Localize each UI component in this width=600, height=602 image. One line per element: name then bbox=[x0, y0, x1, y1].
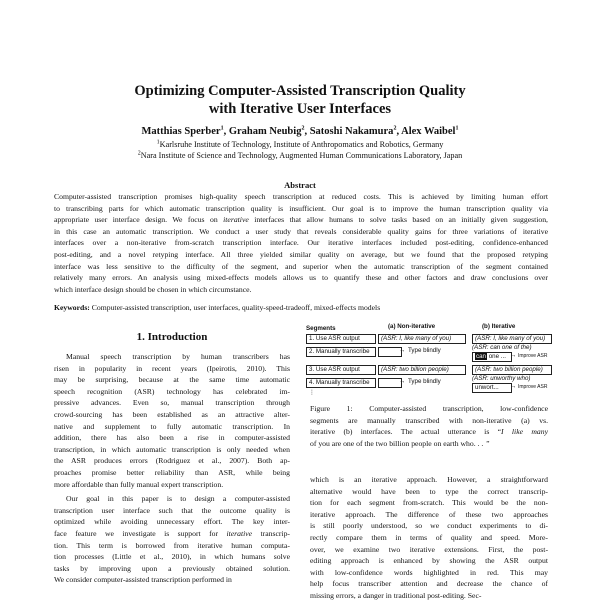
caption-line: iterative (b) interfaces. The actual utterance is “I like many bbox=[310, 427, 548, 437]
author: Alex Waibel bbox=[401, 126, 456, 137]
arrow-icon: → bbox=[399, 378, 406, 385]
figure-col-segments: Segments bbox=[306, 325, 336, 332]
intro-left-line: risen in popularity in recent years (Ipeirotis, 2010). This bbox=[54, 363, 290, 373]
noniterative-asr-3: (ASR: two billion people) bbox=[378, 365, 466, 375]
author-mark: 2 bbox=[393, 125, 397, 132]
low-confidence-word: can bbox=[476, 353, 486, 360]
noniterative-action-2: Type blindly bbox=[408, 347, 441, 354]
iterative-asr-4: (ASR: unworthy who) bbox=[472, 375, 531, 382]
abstract-line: interfaces over a non-iterative from-scratch transcription interface. Our iterative interfaces included post-editing, confidence-enhanced bbox=[54, 238, 548, 248]
noniterative-action-4: Type blindly bbox=[408, 378, 441, 385]
intro-right-line: with low-confidence words highlighted in red. This may bbox=[310, 567, 548, 577]
iterative-input-text: one ... bbox=[488, 353, 506, 360]
keywords bbox=[54, 303, 548, 312]
intro-right-line: which is an iterative approach. However, a straightforward bbox=[310, 475, 548, 484]
intro-left-line: We consider computer-assisted transcription performed in bbox=[54, 575, 232, 585]
segment-box-4: 4. Manually transcribe bbox=[306, 378, 376, 388]
intro-left-line: tion. This term is borrowed from iterative human computa- bbox=[54, 540, 290, 550]
arrow-icon: → bbox=[510, 383, 517, 390]
iterative-asr-1: (ASR: I, like many of you) bbox=[472, 334, 552, 344]
iterative-input-2 bbox=[472, 352, 512, 362]
intro-left-line: speech recognition (ASR) technology has celebrated im- bbox=[54, 386, 290, 396]
intro-right-line: alternative would have been to type the correct transcrip- bbox=[310, 486, 548, 496]
segment-box-3: 3. Use ASR output bbox=[306, 365, 376, 375]
intro-right-line: iterative approach. The difference of these two approaches bbox=[310, 509, 548, 519]
intro-left-line: the ASR produces errors (Rodriguez et al., 2007). Both ap- bbox=[54, 456, 290, 466]
segment-box-1: 1. Use ASR output bbox=[306, 334, 376, 344]
affiliation-mark: 1 bbox=[156, 139, 160, 146]
iterative-action-4: Improve ASR bbox=[518, 384, 548, 390]
intro-left-line: tasks by improving upon a previously obtained solution. bbox=[54, 563, 290, 573]
introduction-right-column bbox=[310, 474, 548, 602]
keywords-text: Computer-assisted transcription, user interfaces, quality-speed-tradeoff, mixed-effects models bbox=[91, 303, 381, 312]
intro-left-line: Our goal in this paper is to design a computer-assisted bbox=[66, 494, 290, 504]
intro-left-line: transcription, in which automatic transcription is only needed when bbox=[54, 444, 290, 454]
affiliation-mark: 2 bbox=[137, 150, 141, 157]
intro-left-line: pressive advances. Even so, manual transcription through bbox=[54, 398, 290, 408]
intro-left-line: Manual speech transcription by human transcribers has bbox=[66, 352, 290, 361]
intro-left-line: tion processes (Little et al., 2010), in which humans solve bbox=[54, 552, 290, 562]
intro-left-line: may be surprising, because at the same time automatic bbox=[54, 375, 290, 385]
abstract-line: which interface design should be chosen in which circumstance. bbox=[54, 284, 252, 294]
segment-box-2: 2. Manually transcribe bbox=[306, 347, 376, 357]
iterative-asr-3: (ASR: two billion people) bbox=[472, 365, 552, 375]
intro-left-line: proaches promise better reliability than ASR, while being bbox=[54, 467, 290, 477]
intro-left-line: optimized while avoiding unnecessary effort. The key inter- bbox=[54, 517, 290, 527]
continuation-dots: ⋮ bbox=[309, 390, 315, 396]
author: Matthias Sperber bbox=[141, 126, 221, 137]
affiliation-text: Nara Institute of Science and Technology, Augmented Human Communications Laboratory, Japan bbox=[140, 151, 463, 160]
author-mark: 1 bbox=[220, 125, 224, 132]
intro-right-line: rectly compare them in terms of quality and speed. More- bbox=[310, 532, 548, 542]
intro-right-line: editing approach is enhanced by showing the ASR output bbox=[310, 556, 548, 566]
caption-line: of you are one of the two billion people on earth who. . . ” bbox=[310, 438, 490, 448]
intro-left-line: addition, there has also been a rise in computer-assisted bbox=[54, 433, 290, 443]
author-mark: 1 bbox=[455, 125, 459, 132]
abstract-line: interface was less sensitive to the difficulty of the segment, and superior when the automatic transcription of the segment contained bbox=[54, 261, 548, 271]
caption-line: Figure 1: Computer-assisted transcription, low-confidence bbox=[310, 404, 548, 413]
intro-right-line: missing errors, a danger in traditional post-editing. Sec- bbox=[310, 590, 482, 600]
abstract-line: Computer-assisted transcription promises high-quality speech transcription at reduced costs. This is achieved by limiting human effort bbox=[54, 192, 548, 201]
paper-title-line-2: with Iterative User Interfaces bbox=[208, 101, 392, 117]
intro-right-line: help focus transcriber attention and decrease the chance of bbox=[310, 579, 548, 589]
author-list: Matthias Sperber$^1$, Graham Neubig$^2$, Satoshi Nakamura$^2$, Alex Waibel$^1$ bbox=[141, 125, 459, 137]
author: Satoshi Nakamura bbox=[309, 126, 394, 137]
section-heading-introduction: 1. Introduction bbox=[136, 331, 208, 343]
affiliation-1 bbox=[0, 140, 600, 149]
intro-right-line: over, we examine two iterative extensions. First, the post- bbox=[310, 544, 548, 554]
figure-col-noniterative: (a) Non-iterative bbox=[388, 323, 436, 330]
abstract-line: to transcribing parts for which automatic transcription quality is insufficient. Our goal is to improve the human transcription quality via bbox=[54, 203, 548, 213]
abstract-line: post-editing, and a novel retyping interface. All three yielded similar quality on average, but we found that the proposed retyping bbox=[54, 249, 548, 259]
arrow-icon: → bbox=[510, 352, 517, 359]
affiliation-2 bbox=[0, 151, 600, 160]
keywords-label: Keywords: bbox=[54, 303, 90, 312]
iterative-input-4: unwort... bbox=[472, 383, 512, 393]
author-mark: 2 bbox=[301, 125, 305, 132]
abstract-line: relatively many errors. An analysis using mixed-effects models allows us to quantify these and other factors and draw conclusions over bbox=[54, 273, 548, 283]
arrow-icon: → bbox=[399, 347, 406, 354]
affiliation-text: Karlsruhe Institute of Technology, Institute of Anthropomatics and Robotics, Germany bbox=[159, 140, 444, 149]
intro-left-line: crowd-sourcing has been established as an attractive alter- bbox=[54, 409, 290, 419]
abstract-body bbox=[54, 191, 548, 295]
iterative-action-2: Improve ASR bbox=[518, 353, 548, 359]
figure-1-caption bbox=[310, 403, 548, 449]
introduction-left-column bbox=[54, 351, 290, 586]
author: Graham Neubig bbox=[228, 126, 302, 137]
abstract-line: in this case an automatic transcription. We conduct a user study that reveals considerable quality gains for three variations of iterative bbox=[54, 226, 548, 236]
intro-left-line: native and supplement to fully automatic transcription. In bbox=[54, 421, 290, 431]
iterative-asr-2: (ASR: can one of the) bbox=[472, 344, 532, 351]
intro-left-line: more affordable than fully manual expert transcription. bbox=[54, 479, 224, 489]
intro-right-line: is still poorly understood, so we conduct experiments to di- bbox=[310, 521, 548, 531]
intro-left-line: transcription user interface such that the outcome quality is bbox=[54, 505, 290, 515]
figure-col-iterative: (b) Iterative bbox=[482, 323, 516, 330]
paper-title-line-1: Optimizing Computer-Assisted Transcription Quality bbox=[134, 83, 466, 99]
intro-right-line: tion for each segment from-scratch. This would be the non- bbox=[310, 498, 548, 508]
intro-left-line: face feature we investigate is support for iterative transcrip- bbox=[54, 528, 290, 538]
noniterative-asr-1: (ASR: I, like many of you) bbox=[378, 334, 466, 344]
abstract-heading: Abstract bbox=[284, 180, 316, 190]
caption-line: segments are manually transcribed with non-iterative (a) vs. bbox=[310, 415, 548, 425]
abstract-line: appropriate user interface design. We focus on iterative interfaces that allow humans to solve tasks based on an initially given suggestion, bbox=[54, 215, 548, 225]
